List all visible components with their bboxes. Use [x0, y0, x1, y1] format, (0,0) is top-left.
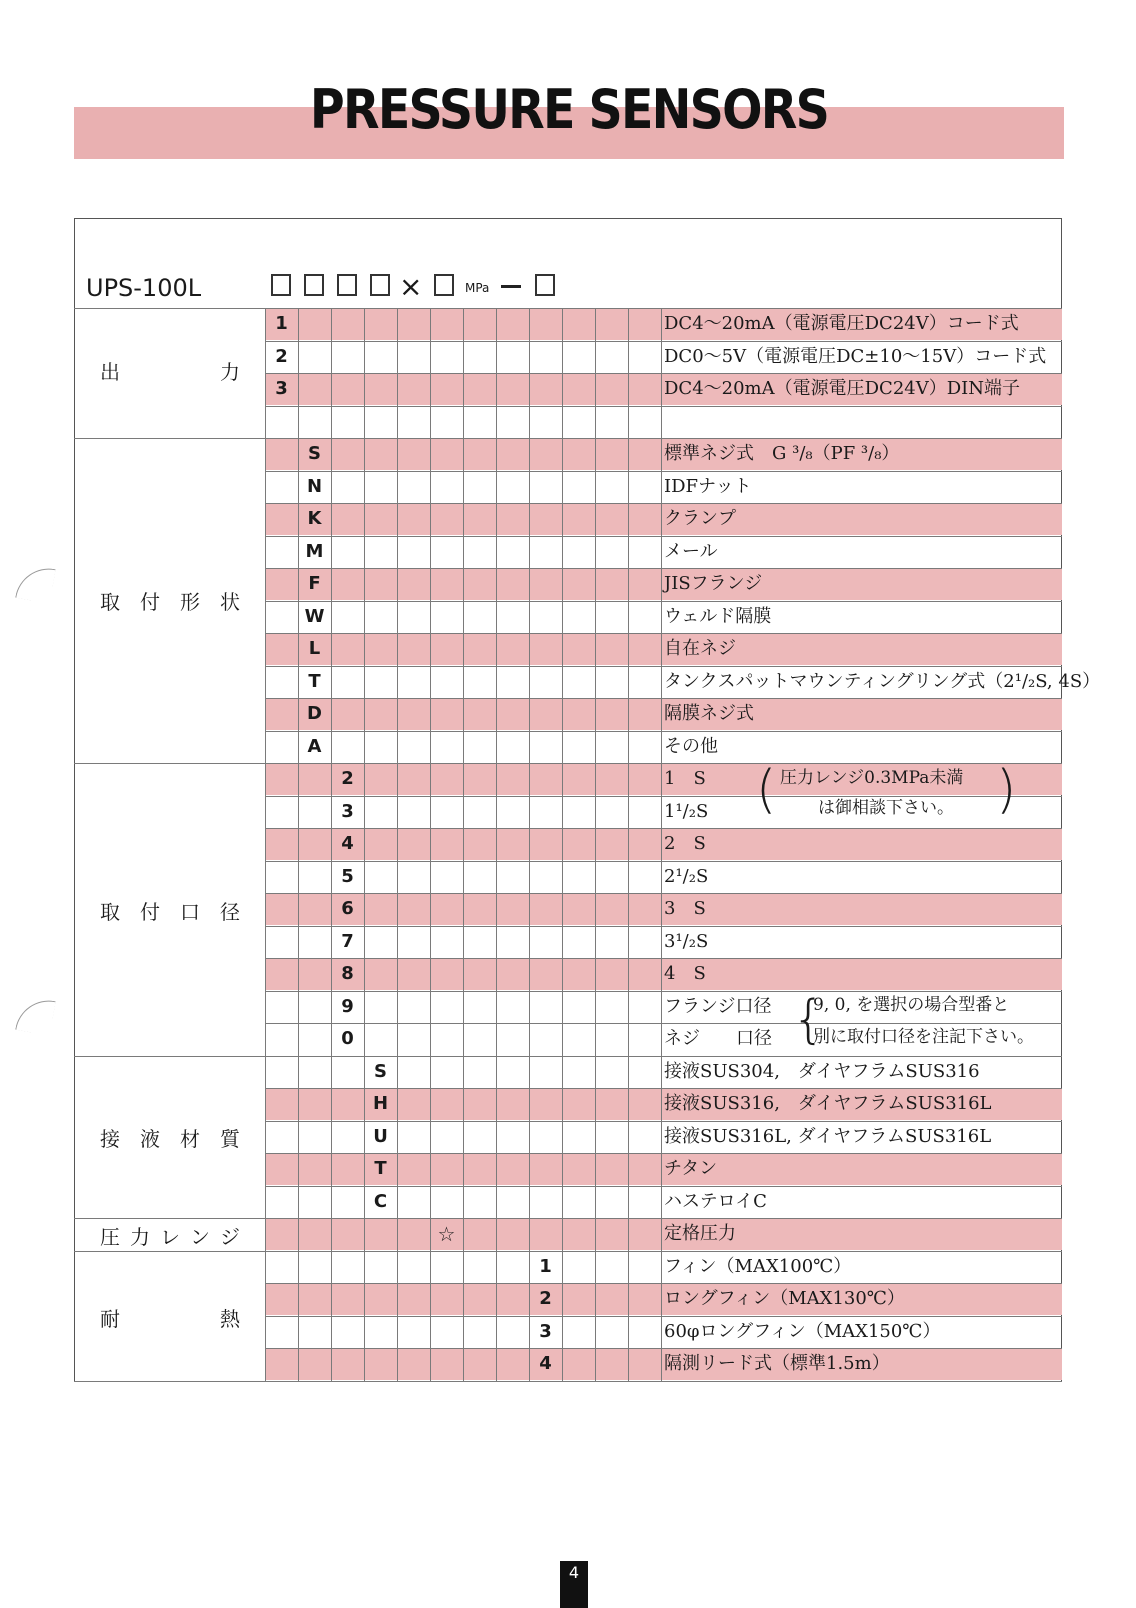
option-code: 0 [341, 1028, 354, 1049]
section-label-output [100, 356, 240, 385]
page-number: 4 [568, 1563, 580, 1582]
label-char: ン [190, 1225, 210, 1249]
label-char: 材 [180, 1127, 200, 1151]
column-divider [628, 308, 629, 1381]
option-code: ☆ [437, 1222, 456, 1246]
option-description: JISフランジ [664, 573, 763, 594]
row-divider [265, 666, 1062, 667]
model-name: UPS-100L [86, 274, 202, 302]
label-char: 径 [220, 900, 240, 924]
label-char: 圧 [100, 1225, 120, 1249]
column-divider [397, 308, 398, 1381]
page-title: PRESSURE SENSORS [309, 78, 829, 141]
column-divider [595, 308, 596, 1381]
section-divider [74, 438, 1062, 439]
option-description: ロングフィン（MAX130℃） [664, 1288, 905, 1309]
section-label-mount-shape [100, 586, 240, 615]
column-divider [298, 308, 299, 1381]
option-code: 3 [539, 1320, 552, 1342]
option-description: フランジ口径 [664, 995, 772, 1017]
row-divider [265, 1283, 1062, 1284]
option-code: K [307, 508, 322, 529]
option-description: フィン（MAX100℃） [664, 1255, 852, 1277]
option-code: 7 [341, 930, 354, 952]
row-divider [265, 1153, 1062, 1154]
column-divider [661, 308, 662, 1381]
option-code: 5 [341, 865, 354, 887]
option-code: 2 [539, 1288, 552, 1309]
option-code: W [304, 605, 325, 627]
option-code: S [308, 443, 321, 464]
option-description: 接液SUS316, ダイヤフラムSUS316L [664, 1093, 992, 1114]
row-divider [265, 503, 1062, 504]
column-divider [331, 308, 332, 1381]
code-box-output [271, 274, 291, 296]
row-divider [265, 698, 1062, 699]
option-description: 1 S [664, 768, 706, 789]
option-description: 定格圧力 [664, 1223, 736, 1244]
section-divider [74, 308, 1062, 309]
note-range-line1: 圧力レンジ0.3MPa未満 [780, 768, 964, 788]
code-box-material [370, 274, 390, 296]
option-code: 6 [341, 898, 354, 919]
row-divider [265, 731, 1062, 732]
option-description: 接液SUS316L, ダイヤフラムSUS316L [664, 1125, 992, 1147]
option-code: 1 [275, 313, 288, 334]
binder-hole-top [15, 563, 56, 604]
section-divider [74, 1218, 1062, 1219]
option-code: A [307, 735, 322, 757]
option-description: ウェルド隔膜 [664, 605, 772, 627]
label-char: 耐 [100, 1307, 120, 1331]
label-char: 取 [100, 590, 120, 614]
code-box-mount-shape [304, 274, 324, 296]
label-char: 付 [140, 900, 160, 924]
label-char: 力 [220, 360, 240, 384]
option-description: 3 S [664, 898, 706, 919]
option-code: 2 [341, 768, 354, 789]
column-divider [562, 308, 563, 1381]
option-description: クランプ [664, 508, 736, 529]
option-description: チタン [664, 1158, 718, 1179]
option-description: ネジ 口径 [664, 1028, 772, 1049]
row-divider [265, 1316, 1062, 1317]
option-code: S [374, 1060, 387, 1082]
option-code: T [374, 1158, 387, 1179]
note-range-line2: は御相談下さい。 [818, 798, 954, 818]
option-description: DC4～20mA（電源電圧DC24V）コード式 [664, 313, 1019, 334]
row-divider [265, 1121, 1062, 1122]
row-divider [265, 568, 1062, 569]
option-code: 1 [539, 1255, 552, 1277]
label-char: 口 [180, 900, 200, 924]
option-code: D [307, 703, 322, 724]
row-divider [265, 1186, 1062, 1187]
row-divider [265, 471, 1062, 472]
option-description: 標準ネジ式 G ³/₈（PF ³/₈） [664, 443, 900, 464]
code-box-pressure [434, 274, 454, 296]
model-dash [501, 285, 521, 288]
code-box-heat [535, 274, 555, 296]
option-code: 3 [275, 378, 288, 399]
option-code: L [308, 638, 321, 659]
row-divider [265, 1088, 1062, 1089]
row-divider [265, 861, 1062, 862]
label-char: 取 [100, 900, 120, 924]
section-divider [74, 1251, 1062, 1252]
code-box-mount-size [337, 274, 357, 296]
option-description: 隔測リード式（標準1.5m） [664, 1353, 890, 1374]
column-divider [463, 308, 464, 1381]
label-char: 力 [130, 1225, 150, 1249]
label-char: 質 [220, 1127, 240, 1151]
row-divider [265, 893, 1062, 894]
option-description: 4 S [664, 963, 706, 984]
label-char: ジ [220, 1225, 240, 1249]
multiply-sign: × [399, 270, 423, 303]
column-divider [496, 308, 497, 1381]
option-description: タンクスパットマウンティングリング式（2¹/₂S, 4S） [664, 670, 1101, 692]
note-brace: { [792, 990, 826, 1050]
option-description: 60φロングフィン（MAX150℃） [664, 1320, 941, 1342]
section-divider [74, 1056, 1062, 1057]
option-description: 1¹/₂S [664, 800, 709, 822]
note-flange-line1: 9, 0, を選択の場合型番と [813, 995, 1010, 1015]
row-divider [265, 828, 1062, 829]
option-code: C [373, 1190, 388, 1212]
row-divider [265, 341, 1062, 342]
binder-hole-bottom [15, 995, 56, 1036]
option-description: 自在ネジ [664, 638, 736, 659]
option-description: DC0～5V（電源電圧DC±10～15V）コード式 [664, 345, 1047, 367]
row-divider [265, 926, 1062, 927]
section-label-heat [100, 1303, 240, 1332]
option-code: 2 [275, 345, 288, 367]
section-label-mount-size [100, 896, 240, 925]
label-char: レ [160, 1225, 180, 1249]
label-char: 付 [140, 590, 160, 614]
note-flange-line2: 別に取付口径を注記下さい。 [813, 1027, 1034, 1047]
option-description: 3¹/₂S [664, 930, 709, 952]
option-description: 2 S [664, 833, 706, 854]
option-code: T [308, 670, 321, 692]
column-divider [364, 308, 365, 1381]
option-code: U [373, 1125, 388, 1147]
row-divider [265, 633, 1062, 634]
section-divider [74, 1381, 1062, 1382]
option-description: メール [664, 540, 718, 562]
row-divider [265, 601, 1062, 602]
row-divider [265, 406, 1062, 407]
option-description: IDFナット [664, 475, 752, 497]
option-code: M [305, 540, 324, 562]
row-divider [265, 958, 1062, 959]
option-code: H [372, 1093, 389, 1114]
label-char: 液 [140, 1127, 160, 1151]
section-label-pressure-range [100, 1221, 240, 1250]
option-code: F [308, 573, 321, 594]
option-description: DC4～20mA（電源電圧DC24V）DIN端子 [664, 378, 1021, 399]
section-label-material [100, 1123, 240, 1152]
option-description: 隔膜ネジ式 [664, 703, 754, 724]
option-code: N [306, 475, 323, 497]
label-char: 状 [220, 590, 240, 614]
option-code: 3 [341, 800, 354, 822]
option-description: 2¹/₂S [664, 865, 709, 887]
row-divider [265, 1348, 1062, 1349]
option-description: その他 [664, 735, 718, 757]
option-code: 4 [341, 833, 354, 854]
label-char: 熱 [220, 1307, 240, 1331]
label-char: 接 [100, 1127, 120, 1151]
column-divider [529, 308, 530, 1381]
row-divider [265, 373, 1062, 374]
option-code: 9 [341, 995, 354, 1017]
column-divider [265, 308, 266, 1381]
option-description: ハステロイC [664, 1190, 767, 1212]
note-left-paren: ( [756, 760, 777, 820]
row-divider [265, 536, 1062, 537]
note-right-paren: ) [996, 760, 1017, 820]
option-code: 4 [539, 1353, 552, 1374]
pressure-unit: MPa [465, 281, 490, 295]
column-divider [430, 308, 431, 1381]
label-char: 形 [180, 590, 200, 614]
option-description: 接液SUS304, ダイヤフラムSUS316 [664, 1060, 980, 1082]
option-code: 8 [341, 963, 354, 984]
label-char: 出 [100, 360, 120, 384]
